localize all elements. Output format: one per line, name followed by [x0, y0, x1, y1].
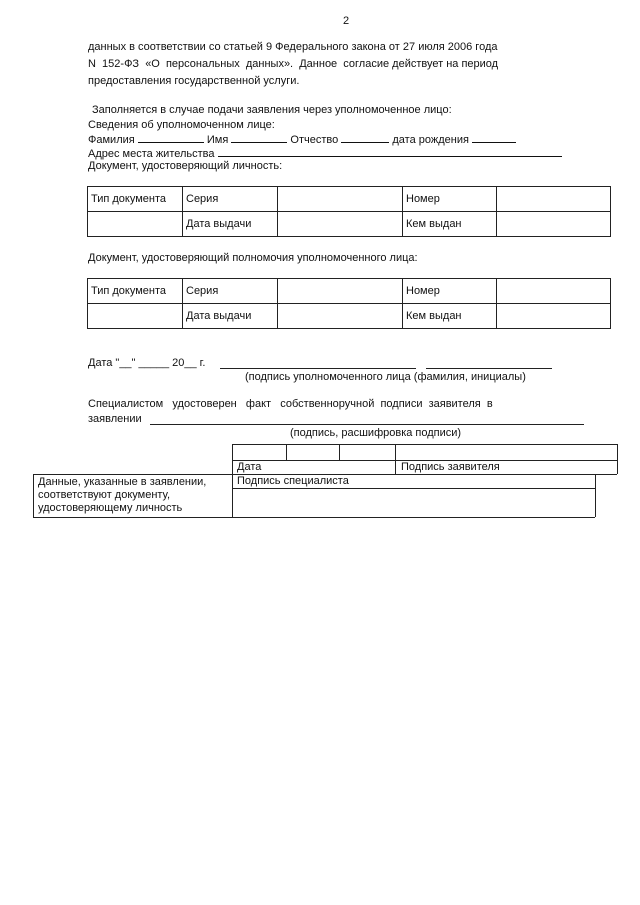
specialist-line-1: Специалистом удостоверен факт собственноручной подписи заявителя в	[88, 398, 493, 410]
specialist-signature-label: Подпись специалиста	[237, 475, 349, 487]
doc-series-field[interactable]	[278, 187, 403, 212]
data-match-line-3: удостоверяющему личность	[38, 502, 183, 514]
address-label: Адрес места жительства	[88, 148, 215, 160]
doc-number-label: Номер	[403, 279, 497, 304]
doc-issued-by-field[interactable]	[497, 304, 611, 329]
authority-doc-table	[87, 278, 611, 329]
doc-number-field[interactable]	[497, 279, 611, 304]
specialist-signature-line[interactable]	[150, 424, 584, 425]
doc-series-label: Серия	[183, 279, 278, 304]
proxy-initials-line[interactable]	[426, 368, 552, 369]
doc-type-field[interactable]	[88, 212, 183, 237]
data-match-line-1: Данные, указанные в заявлении,	[38, 476, 207, 488]
doc-issued-by-label: Кем выдан	[403, 304, 497, 329]
authority-doc-heading: Документ, удостоверяющий полномочия уполномоченного лица:	[88, 252, 418, 264]
specialist-line-2: заявлении	[88, 413, 142, 425]
birthdate-label: дата рождения	[392, 134, 469, 146]
doc-series-field[interactable]	[278, 279, 403, 304]
doc-issue-date-field[interactable]	[278, 304, 403, 329]
specialist-caption: (подпись, расшифровка подписи)	[290, 427, 462, 439]
doc-issued-by-label: Кем выдан	[403, 212, 497, 237]
proxy-signature-line[interactable]	[220, 368, 416, 369]
sig-divider-3	[395, 444, 396, 474]
address-field[interactable]	[218, 146, 562, 157]
data-match-line-2: соответствуют документу,	[38, 489, 171, 501]
doc-issue-date-field[interactable]	[278, 212, 403, 237]
sig-divider-1	[286, 444, 287, 460]
patronymic-field[interactable]	[341, 132, 389, 143]
proxy-signature-caption: (подпись уполномоченного лица (фамилия, инициалы)	[245, 371, 526, 383]
consent-line-3: предоставления государственной услуги.	[88, 75, 300, 87]
applicant-signature-label: Подпись заявителя	[401, 461, 500, 473]
doc-issue-date-label: Дата выдачи	[183, 212, 278, 237]
address-row	[88, 146, 562, 160]
consent-line-1: данных в соответствии со статьей 9 Федерального закона от 27 июля 2006 года	[88, 41, 498, 53]
date-label: Дата "__" _____ 20__ г.	[88, 357, 206, 369]
id-doc-heading: Документ, удостоверяющий личность:	[88, 160, 283, 172]
doc-issued-by-field[interactable]	[497, 212, 611, 237]
specialist-signature-field[interactable]	[233, 489, 594, 516]
data-match-statement	[38, 476, 206, 515]
verify-left-border	[33, 474, 34, 517]
consent-line-2: N 152-ФЗ «О персональных данных». Данное согласие действует на период	[88, 58, 499, 70]
name-label: Имя	[206, 134, 229, 146]
doc-number-label: Номер	[403, 187, 497, 212]
page-number: 2	[343, 15, 350, 27]
surname-field[interactable]	[138, 132, 204, 143]
verify-bottom-border	[33, 517, 595, 518]
doc-number-field[interactable]	[497, 187, 611, 212]
doc-type-label: Тип документа	[88, 187, 183, 212]
proxy-intro: Заполняется в случае подачи заявления через уполномоченное лицо:	[92, 104, 452, 116]
doc-series-label: Серия	[183, 187, 278, 212]
sig-top-border	[232, 444, 617, 445]
patronymic-label: Отчество	[290, 134, 339, 146]
doc-type-label: Тип документа	[88, 279, 183, 304]
doc-type-field[interactable]	[88, 304, 183, 329]
proxy-info-heading: Сведения об уполномоченном лице:	[88, 119, 275, 131]
id-doc-table	[87, 186, 611, 237]
sig-divider-2	[339, 444, 340, 460]
verify-right-border	[595, 474, 596, 517]
surname-label: Фамилия	[88, 134, 135, 146]
name-field[interactable]	[231, 132, 287, 143]
proxy-name-row	[88, 132, 516, 146]
birthdate-field[interactable]	[472, 132, 516, 143]
doc-issue-date-label: Дата выдачи	[183, 304, 278, 329]
sig-left-border	[232, 444, 233, 474]
verification-date-label: Дата	[237, 461, 262, 473]
sig-right-border	[617, 444, 618, 474]
